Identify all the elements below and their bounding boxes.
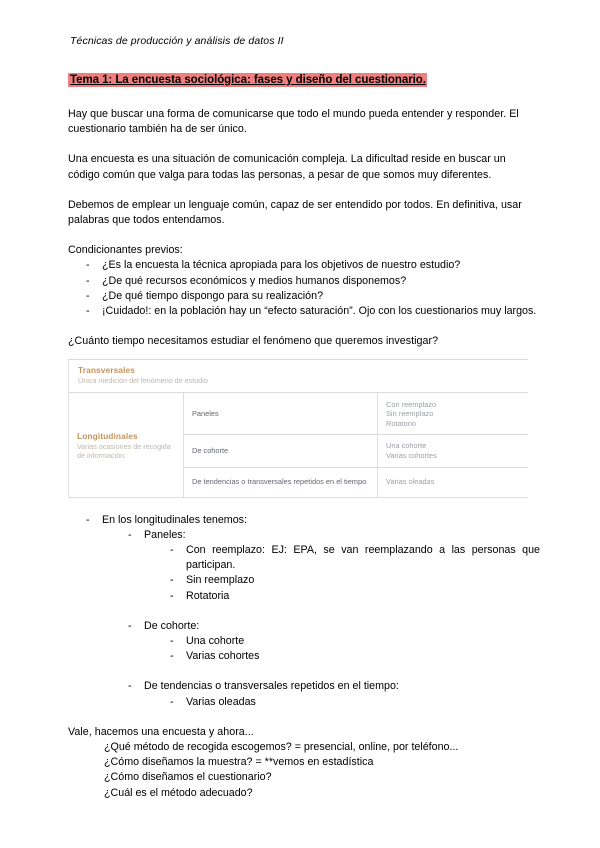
list-item xyxy=(68,274,540,289)
list-item-label: ¡Cuidado!: en la población hay un “efecto saturación”. Ojo con los cuestionarios muy largos. xyxy=(102,305,537,318)
list-item-label: ¿De qué recursos económicos y medios humanos disponemos? xyxy=(102,274,407,287)
list-item-label: Sin reemplazo xyxy=(186,574,255,587)
list-item xyxy=(68,543,540,573)
dash-bullet-icon: - xyxy=(170,589,174,602)
list-item xyxy=(68,304,540,319)
list-item xyxy=(68,649,540,664)
paragraph-2: Una encuesta es una situación de comunicación compleja. La dificultad reside en buscar un código común que valga para todas las personas, a pesar de que somos muy diferentes. xyxy=(68,153,506,181)
group-label: De tendencias o transversales repetidos en el tiempo: xyxy=(144,680,399,693)
list-item xyxy=(68,589,540,604)
variant-label: Sin reemplazo xyxy=(386,409,434,419)
time-question: ¿Cuánto tiempo necesitamos estudiar el fenómeno que queremos investigar? xyxy=(68,335,439,348)
dash-bullet-icon: - xyxy=(170,695,174,708)
outline-lead: En los longitudinales tenemos: xyxy=(102,513,247,526)
variant-label: Una cohorte xyxy=(386,441,427,451)
longitudinales-subtitle: Varias ocasiones de recogida de información. xyxy=(77,441,171,460)
list-item xyxy=(68,695,540,710)
closing-questions xyxy=(68,740,540,801)
row-variants-cell xyxy=(378,393,528,435)
row-type-label: De cohorte xyxy=(192,446,229,456)
list-item xyxy=(68,573,540,588)
study-design-table xyxy=(68,359,528,497)
conditions-list xyxy=(68,258,540,319)
dash-bullet-icon: - xyxy=(170,574,174,587)
longitudinal-outline xyxy=(68,513,540,710)
table-row xyxy=(184,468,528,498)
transversales-header-cell xyxy=(69,360,528,393)
row-type-cell xyxy=(184,468,378,498)
dash-bullet-icon: - xyxy=(170,635,174,648)
dash-bullet-icon: - xyxy=(170,544,174,557)
paragraph-3: Debemos de emplear un lenguaje común, capaz de ser entendido por todos. En definitiva, usar palabras que todos entendamos. xyxy=(68,198,522,227)
list-item-label: Una cohorte xyxy=(186,635,245,648)
list-item xyxy=(68,528,540,543)
transversales-title: Transversales xyxy=(78,365,135,376)
row-type-cell xyxy=(184,435,378,467)
list-item xyxy=(68,289,540,304)
page-title: Tema 1: La encuesta sociológica: fases y diseño del cuestionario. xyxy=(70,74,426,86)
longitudinales-title: Longitudinales xyxy=(77,430,138,441)
dash-bullet-icon: - xyxy=(86,274,90,287)
table-row xyxy=(69,360,528,393)
row-variants-cell xyxy=(378,468,528,498)
list-item xyxy=(68,619,540,634)
spacer xyxy=(68,664,540,679)
table-row xyxy=(184,393,528,435)
row-type-label: De tendencias o transversales repetidos en el tiempo xyxy=(192,477,367,487)
variant-label: Rotatorio xyxy=(386,418,416,428)
row-type-cell xyxy=(184,393,378,435)
dash-bullet-icon: - xyxy=(128,680,132,693)
group-label: De cohorte: xyxy=(144,619,200,632)
variant-label: Varias oleadas xyxy=(386,477,435,487)
list-item-label: Varias cohortes xyxy=(186,650,260,663)
longitudinales-block xyxy=(69,393,528,497)
closing-question: ¿Cómo diseñamos la muestra? = **vemos en estadística xyxy=(104,756,374,769)
dash-bullet-icon: - xyxy=(170,650,174,663)
closing-question: ¿Qué método de recogida escogemos? = presencial, online, por teléfono... xyxy=(104,741,459,754)
variant-label: Varias cohortes xyxy=(386,451,437,461)
longitudinales-rows xyxy=(184,393,528,497)
dash-bullet-icon: - xyxy=(86,289,90,302)
list-item-label: ¿Es la encuesta la técnica apropiada para los objetivos de nuestro estudio? xyxy=(102,259,461,272)
closing-lead: Vale, hacemos una encuesta y ahora... xyxy=(68,725,254,738)
running-header: Técnicas de producción y análisis de datos II xyxy=(70,35,284,47)
list-item-label: Con reemplazo: EJ: EPA, se van reemplazando a las personas que participan. xyxy=(186,544,540,572)
paragraph-1: Hay que buscar una forma de comunicarse que todo el mundo pueda entender y responder. El cuestionario también ha de ser único. xyxy=(68,108,519,136)
variant-label: Con reemplazo xyxy=(386,399,437,409)
transversales-subtitle: Única medición del fenómeno de estudio xyxy=(78,376,208,386)
dash-bullet-icon: - xyxy=(128,528,132,541)
group-label: Paneles: xyxy=(144,528,186,541)
list-item xyxy=(68,258,540,273)
list-item xyxy=(68,634,540,649)
page-title-container xyxy=(68,70,540,89)
longitudinales-header-cell xyxy=(69,393,184,497)
dash-bullet-icon: - xyxy=(86,513,90,526)
list-item-label: ¿De qué tiempo dispongo para su realización? xyxy=(102,289,324,302)
table-row xyxy=(184,435,528,467)
dash-bullet-icon: - xyxy=(128,619,132,632)
list-item xyxy=(68,679,540,694)
list-item-label: Rotatoria xyxy=(186,589,230,602)
closing-question: ¿Cuál es el método adecuado? xyxy=(104,786,253,799)
closing-question: ¿Cómo diseñamos el cuestionario? xyxy=(104,771,272,784)
conditions-lead: Condicionantes previos: xyxy=(68,244,183,257)
row-type-label: Paneles xyxy=(192,409,219,419)
list-item xyxy=(68,513,540,528)
row-variants-cell xyxy=(378,435,528,467)
dash-bullet-icon: - xyxy=(86,305,90,318)
list-item-label: Varias oleadas xyxy=(186,695,256,708)
dash-bullet-icon: - xyxy=(86,259,90,272)
spacer xyxy=(68,604,540,619)
